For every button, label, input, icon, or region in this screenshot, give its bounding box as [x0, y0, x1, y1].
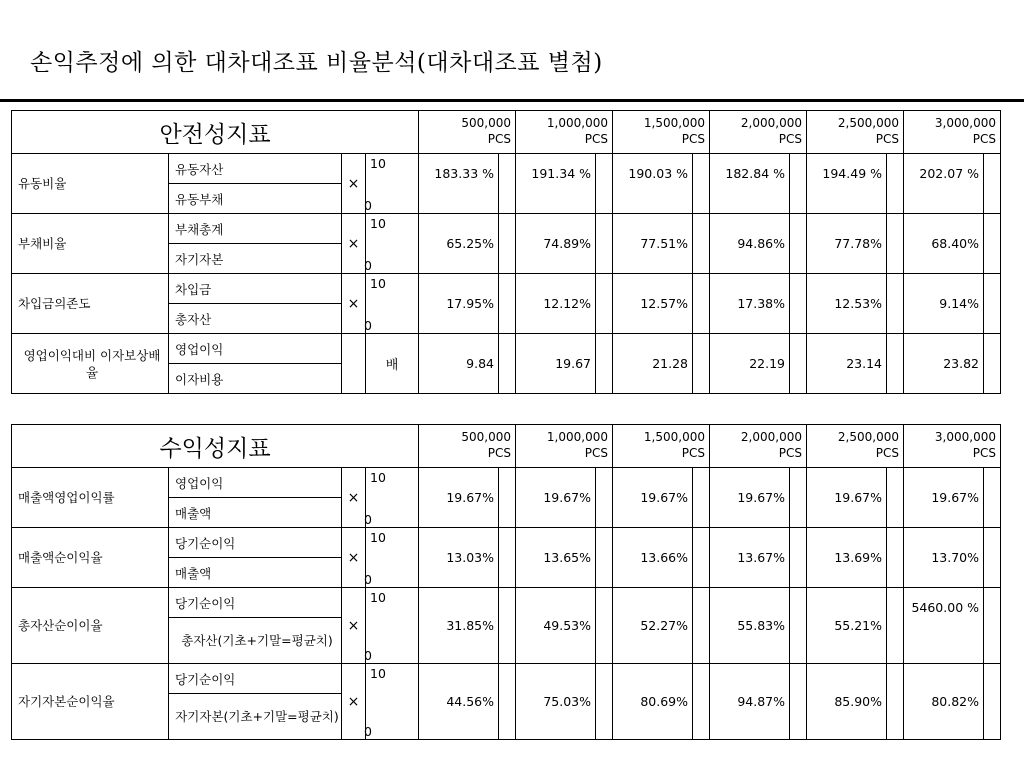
column-unit: PCS: [778, 446, 802, 460]
value-spacer: [887, 214, 904, 274]
ratio-value: 183.33 %: [419, 154, 499, 214]
value-spacer: [984, 274, 1001, 334]
ratio-numerator: 당기순이익: [169, 588, 342, 618]
ratio-value: 12.12%: [516, 274, 596, 334]
column-unit: PCS: [584, 446, 608, 460]
multiplier-part-b: 0: [364, 512, 372, 527]
value-spacer: [596, 664, 613, 740]
column-header: [710, 111, 807, 154]
value-spacer: [693, 334, 710, 394]
column-qty: 2,500,000: [837, 430, 899, 444]
column-header: [419, 425, 516, 468]
multiplier-part-a: 10: [370, 530, 386, 545]
value-spacer: [984, 528, 1001, 588]
column-header: [516, 425, 613, 468]
column-unit: PCS: [972, 446, 996, 460]
ratio-value: 68.40%: [904, 214, 984, 274]
column-unit: PCS: [584, 132, 608, 146]
column-header: [613, 425, 710, 468]
ratio-value: 13.65%: [516, 528, 596, 588]
ratio-unit: 배: [366, 334, 419, 394]
column-qty: 2,000,000: [740, 116, 802, 130]
value-spacer: [499, 154, 516, 214]
ratio-value: 13.69%: [807, 528, 887, 588]
ratio-name: 유동비율: [12, 154, 169, 214]
ratio-value: 12.53%: [807, 274, 887, 334]
ratio-name: 매출액순이익율: [12, 528, 169, 588]
ratio-value: 182.84 %: [710, 154, 790, 214]
ratio-value: 194.49 %: [807, 154, 887, 214]
value-spacer: [596, 588, 613, 664]
multiplier-part-a: 10: [370, 590, 386, 605]
ratio-value: 5460.00 %: [904, 588, 984, 664]
ratio-value: 202.07 %: [904, 154, 984, 214]
value-spacer: [693, 588, 710, 664]
ratio-value: 19.67%: [613, 468, 693, 528]
ratio-row: [12, 334, 1001, 364]
ratio-value: 17.95%: [419, 274, 499, 334]
ratio-denominator: 자기자본: [169, 244, 342, 274]
ratio-value: 75.03%: [516, 664, 596, 740]
value-spacer: [596, 468, 613, 528]
value-spacer: [984, 664, 1001, 740]
column-unit: PCS: [972, 132, 996, 146]
ratio-row: [12, 528, 1001, 558]
value-spacer: [693, 468, 710, 528]
ratio-value: 80.82%: [904, 664, 984, 740]
multiplier-part-b: 0: [364, 258, 372, 273]
value-spacer: [790, 588, 807, 664]
multiplier-part-b: 0: [364, 648, 372, 663]
ratio-value: 74.89%: [516, 214, 596, 274]
multiply-sign: ×: [342, 528, 366, 588]
multiplier-cell: [366, 528, 419, 588]
ratio-value: 13.66%: [613, 528, 693, 588]
operator-blank: [342, 334, 366, 394]
multiply-sign: ×: [342, 468, 366, 528]
column-qty: 1,000,000: [546, 430, 608, 444]
title-divider: [0, 99, 1024, 102]
value-spacer: [499, 334, 516, 394]
ratio-numerator: 영업이익: [169, 468, 342, 498]
column-unit: PCS: [681, 446, 705, 460]
value-spacer: [790, 528, 807, 588]
ratio-value: 191.34 %: [516, 154, 596, 214]
ratio-name: 자기자본순이익율: [12, 664, 169, 740]
ratio-value: 19.67: [516, 334, 596, 394]
value-spacer: [499, 468, 516, 528]
value-spacer: [790, 154, 807, 214]
column-header: [516, 111, 613, 154]
ratio-value: 13.70%: [904, 528, 984, 588]
ratio-value: 19.67%: [516, 468, 596, 528]
ratio-value: 12.57%: [613, 274, 693, 334]
ratio-row: [12, 154, 1001, 184]
ratio-denominator: 자기자본(기초+기말=평균치): [169, 694, 342, 740]
ratio-numerator: 차입금: [169, 274, 342, 304]
ratio-value: 31.85%: [419, 588, 499, 664]
multiplier-cell: [366, 588, 419, 664]
column-qty: 1,500,000: [643, 116, 705, 130]
column-qty: 3,000,000: [934, 430, 996, 444]
ratio-value: 19.67%: [807, 468, 887, 528]
value-spacer: [596, 214, 613, 274]
value-spacer: [887, 334, 904, 394]
profitability-table: [11, 424, 1001, 740]
ratio-denominator: 총자산: [169, 304, 342, 334]
ratio-row: [12, 664, 1001, 694]
value-spacer: [887, 274, 904, 334]
ratio-value: 94.87%: [710, 664, 790, 740]
ratio-value: 22.19: [710, 334, 790, 394]
ratio-value: 55.21%: [807, 588, 887, 664]
ratio-numerator: 영업이익: [169, 334, 342, 364]
ratio-name: 총자산순이이율: [12, 588, 169, 664]
column-qty: 1,000,000: [546, 116, 608, 130]
ratio-row: [12, 214, 1001, 244]
ratio-denominator: 매출액: [169, 498, 342, 528]
ratio-value: 19.67%: [419, 468, 499, 528]
multiplier-cell: [366, 468, 419, 528]
ratio-value: 85.90%: [807, 664, 887, 740]
multiplier-part-b: 0: [364, 572, 372, 587]
ratio-denominator: 유동부채: [169, 184, 342, 214]
profitability-header-row: [12, 425, 1001, 468]
value-spacer: [499, 528, 516, 588]
multiply-sign: ×: [342, 154, 366, 214]
ratio-value: 17.38%: [710, 274, 790, 334]
value-spacer: [984, 214, 1001, 274]
multiply-sign: ×: [342, 214, 366, 274]
column-header: [419, 111, 516, 154]
ratio-numerator: 유동자산: [169, 154, 342, 184]
ratio-row: [12, 468, 1001, 498]
column-header: [904, 111, 1001, 154]
ratio-denominator: 매출액: [169, 558, 342, 588]
ratio-value: 94.86%: [710, 214, 790, 274]
value-spacer: [596, 154, 613, 214]
value-spacer: [596, 334, 613, 394]
ratio-value: 52.27%: [613, 588, 693, 664]
ratio-value: 13.67%: [710, 528, 790, 588]
ratio-name: 차입금의존도: [12, 274, 169, 334]
value-spacer: [790, 664, 807, 740]
ratio-denominator: 이자비용: [169, 364, 342, 394]
column-qty: 500,000: [461, 430, 511, 444]
ratio-value: 9.84: [419, 334, 499, 394]
ratio-value: 55.83%: [710, 588, 790, 664]
column-unit: PCS: [778, 132, 802, 146]
multiplier-cell: [366, 274, 419, 334]
value-spacer: [984, 154, 1001, 214]
column-header: [807, 425, 904, 468]
value-spacer: [693, 214, 710, 274]
ratio-value: 44.56%: [419, 664, 499, 740]
ratio-value: 21.28: [613, 334, 693, 394]
multiplier-cell: [366, 154, 419, 214]
ratio-value: 19.67%: [710, 468, 790, 528]
ratio-name: 매출액영업이익률: [12, 468, 169, 528]
column-unit: PCS: [487, 446, 511, 460]
multiply-sign: ×: [342, 588, 366, 664]
multiplier-cell: [366, 664, 419, 740]
ratio-value: 23.14: [807, 334, 887, 394]
column-header: [807, 111, 904, 154]
value-spacer: [887, 528, 904, 588]
value-spacer: [887, 154, 904, 214]
stability-heading: 안전성지표: [12, 111, 419, 154]
column-qty: 2,000,000: [740, 430, 802, 444]
value-spacer: [693, 154, 710, 214]
value-spacer: [790, 468, 807, 528]
ratio-numerator: 당기순이익: [169, 664, 342, 694]
ratio-value: 80.69%: [613, 664, 693, 740]
value-spacer: [984, 588, 1001, 664]
value-spacer: [887, 664, 904, 740]
ratio-row: [12, 274, 1001, 304]
multiplier-part-a: 10: [370, 276, 386, 291]
value-spacer: [596, 528, 613, 588]
multiplier-cell: [366, 214, 419, 274]
value-spacer: [887, 468, 904, 528]
multiplier-part-b: 0: [364, 318, 372, 333]
value-spacer: [693, 664, 710, 740]
ratio-numerator: 당기순이익: [169, 528, 342, 558]
column-unit: PCS: [875, 132, 899, 146]
ratio-row: [12, 588, 1001, 618]
multiply-sign: ×: [342, 664, 366, 740]
multiplier-part-a: 10: [370, 666, 386, 681]
ratio-value: 77.78%: [807, 214, 887, 274]
value-spacer: [499, 214, 516, 274]
value-spacer: [499, 588, 516, 664]
ratio-numerator: 부채총계: [169, 214, 342, 244]
ratio-value: 77.51%: [613, 214, 693, 274]
stability-header-row: [12, 111, 1001, 154]
ratio-value: 65.25%: [419, 214, 499, 274]
column-header: [904, 425, 1001, 468]
ratio-name: 영업이익대비 이자보상배율: [12, 334, 169, 394]
value-spacer: [790, 274, 807, 334]
ratio-value: 23.82: [904, 334, 984, 394]
multiplier-part-a: 10: [370, 156, 386, 171]
ratio-name: 부채비율: [12, 214, 169, 274]
value-spacer: [790, 334, 807, 394]
column-qty: 1,500,000: [643, 430, 705, 444]
ratio-denominator: 총자산(기초+기말=평균치): [169, 618, 342, 664]
column-header: [710, 425, 807, 468]
column-unit: PCS: [875, 446, 899, 460]
multiplier-part-a: 10: [370, 216, 386, 231]
column-unit: PCS: [487, 132, 511, 146]
multiply-sign: ×: [342, 274, 366, 334]
value-spacer: [693, 274, 710, 334]
column-qty: 2,500,000: [837, 116, 899, 130]
page-title: 손익추정에 의한 대차대조표 비율분석(대차대조표 별첨): [30, 50, 603, 76]
profitability-heading: 수익성지표: [12, 425, 419, 468]
column-header: [613, 111, 710, 154]
value-spacer: [984, 468, 1001, 528]
value-spacer: [499, 274, 516, 334]
multiplier-part-b: 0: [364, 198, 372, 213]
ratio-value: 19.67%: [904, 468, 984, 528]
stability-table: [11, 110, 1001, 394]
multiplier-part-b: 0: [364, 724, 372, 739]
value-spacer: [790, 214, 807, 274]
column-qty: 3,000,000: [934, 116, 996, 130]
value-spacer: [499, 664, 516, 740]
column-unit: PCS: [681, 132, 705, 146]
multiplier-part-a: 10: [370, 470, 386, 485]
ratio-value: 49.53%: [516, 588, 596, 664]
value-spacer: [693, 528, 710, 588]
value-spacer: [887, 588, 904, 664]
ratio-value: 9.14%: [904, 274, 984, 334]
column-qty: 500,000: [461, 116, 511, 130]
value-spacer: [596, 274, 613, 334]
value-spacer: [984, 334, 1001, 394]
ratio-value: 13.03%: [419, 528, 499, 588]
ratio-value: 190.03 %: [613, 154, 693, 214]
